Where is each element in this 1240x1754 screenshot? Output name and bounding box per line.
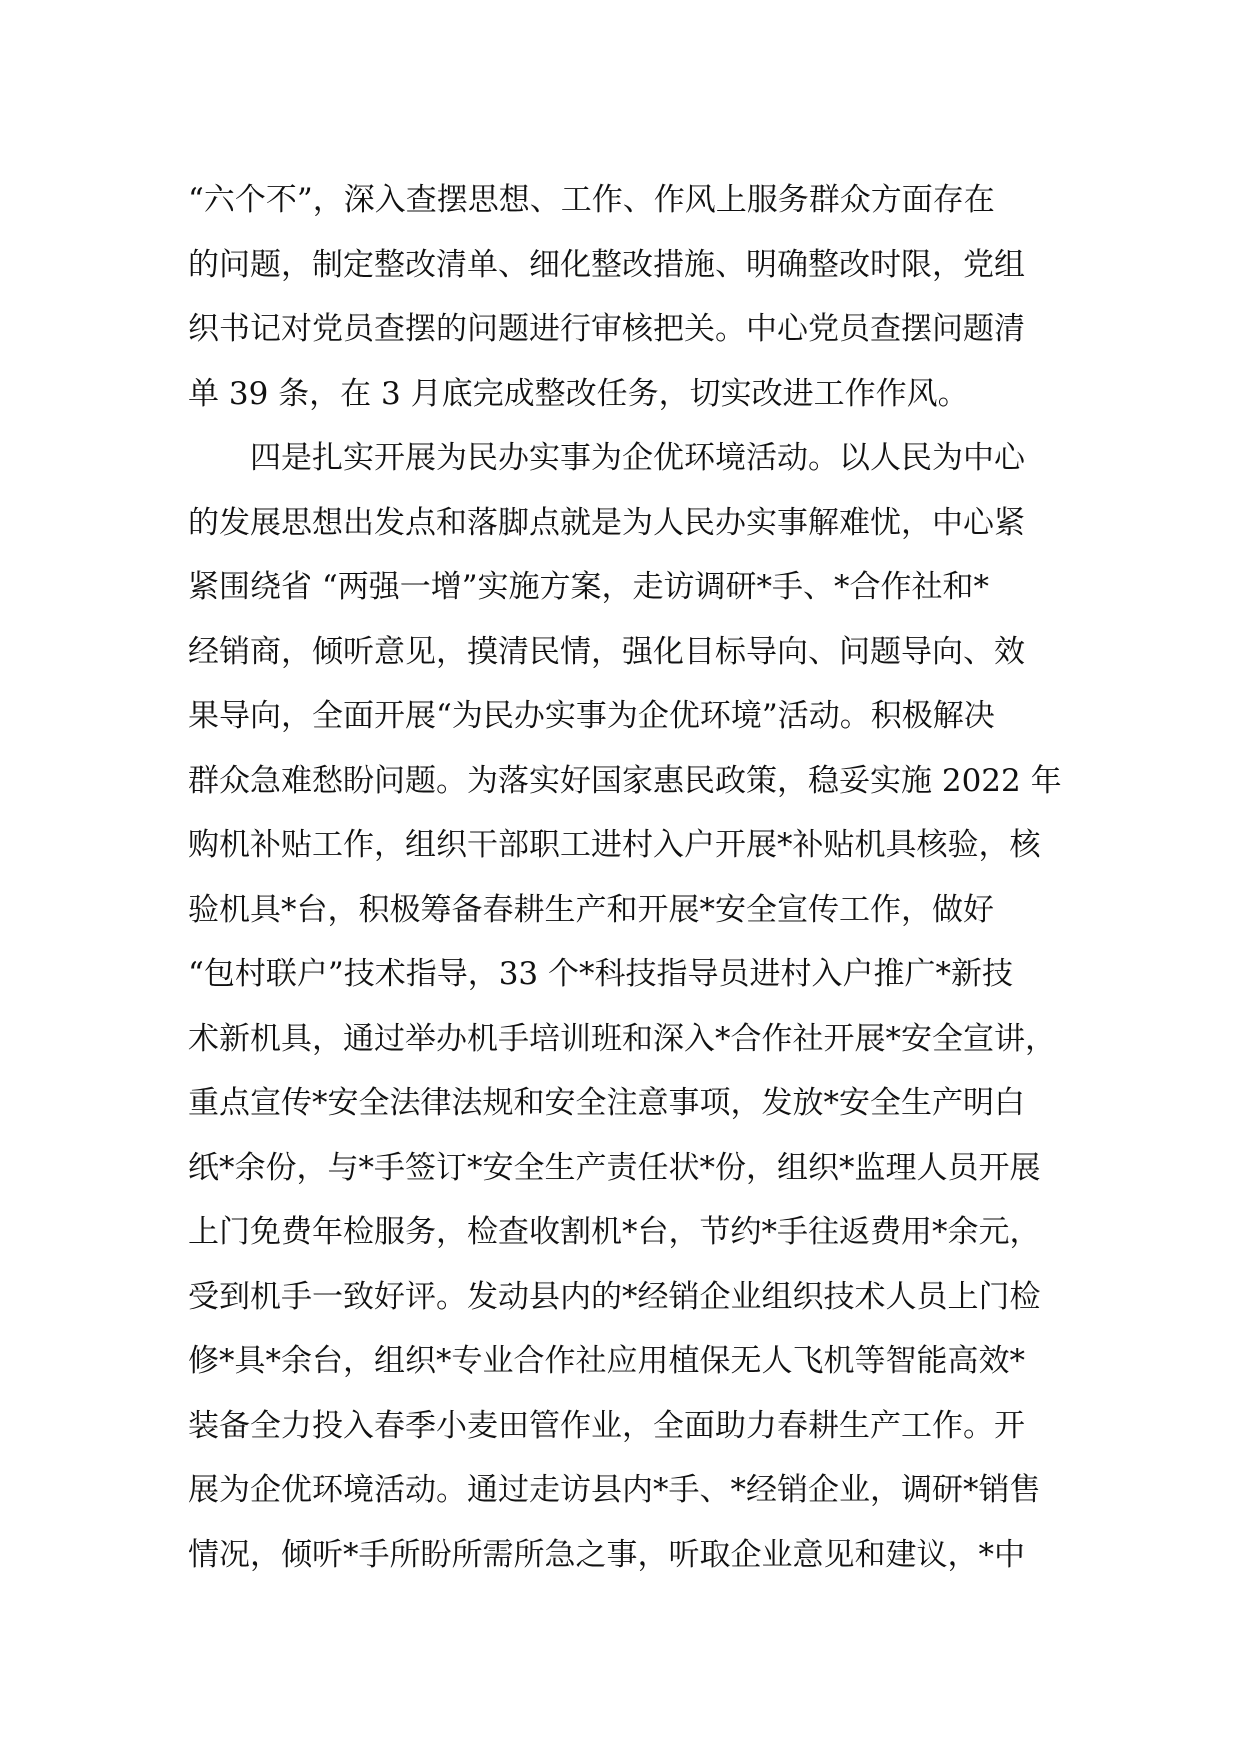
text-line: 织书记对党员查摆的问题进行审核把关。中心党员查摆问题清	[188, 311, 1025, 347]
text-line: 术新机具，通过举办机手培训班和深入*合作社开展*安全宣讲，	[188, 1020, 1056, 1057]
text-line: 紧围绕省 “两强一增”实施方案，走访调研*手、*合作社和*	[188, 569, 990, 605]
text-line: 群众急难愁盼问题。为落实好国家惠民政策，稳妥实施 2022 年	[188, 762, 1062, 799]
text-line: “六个不”，深入查摆思想、工作、作风上服务群众方面存在	[188, 182, 995, 218]
body-text	[188, 168, 1088, 1587]
text-line: 修*具*余台，组织*专业合作社应用植保无人飞机等智能高效*	[188, 1343, 1025, 1379]
text-line: 购机补贴工作，组织干部职工进村入户开展*补贴机具核验，核	[188, 827, 1041, 863]
text-line: 受到机手一致好评。发动县内的*经销企业组织技术人员上门检	[188, 1278, 1041, 1315]
text-line: 验机具*台，积极筹备春耕生产和开展*安全宣传工作，做好	[188, 891, 994, 928]
text-line: “包村联户”技术指导，33 个*科技指导员进村入户推广*新技	[188, 956, 1013, 992]
text-line: 装备全力投入春季小麦田管作业，全面助力春耕生产工作。开	[188, 1407, 1025, 1444]
text-line: 纸*余份，与*手签订*安全生产责任状*份，组织*监理人员开展	[188, 1149, 1041, 1186]
text-line: 情况，倾听*手所盼所需所急之事，听取企业意见和建议，*中	[188, 1536, 1025, 1573]
text-line: 上门免费年检服务，检查收割机*台，节约*手往返费用*余元，	[188, 1214, 1041, 1250]
paragraph-start-line: 四是扎实开展为民办实事为企优环境活动。以人民为中心	[250, 440, 1025, 476]
text-line: 经销商，倾听意见，摸清民情，强化目标导向、问题导向、效	[188, 633, 1025, 670]
text-line: 的问题，制定整改清单、细化整改措施、明确整改时限，党组	[188, 246, 1025, 283]
text-line: 果导向，全面开展“为民办实事为企优环境”活动。积极解决	[188, 698, 995, 734]
text-line: 重点宣传*安全法律法规和安全注意事项，发放*安全生产明白	[188, 1085, 1025, 1121]
text-line: 单 39 条，在 3 月底完成整改任务，切实改进工作作风。	[188, 375, 969, 412]
text-line: 展为企优环境活动。通过走访县内*手、*经销企业，调研*销售	[188, 1472, 1041, 1508]
text-line: 的发展思想出发点和落脚点就是为人民办实事解难忧，中心紧	[188, 504, 1025, 541]
